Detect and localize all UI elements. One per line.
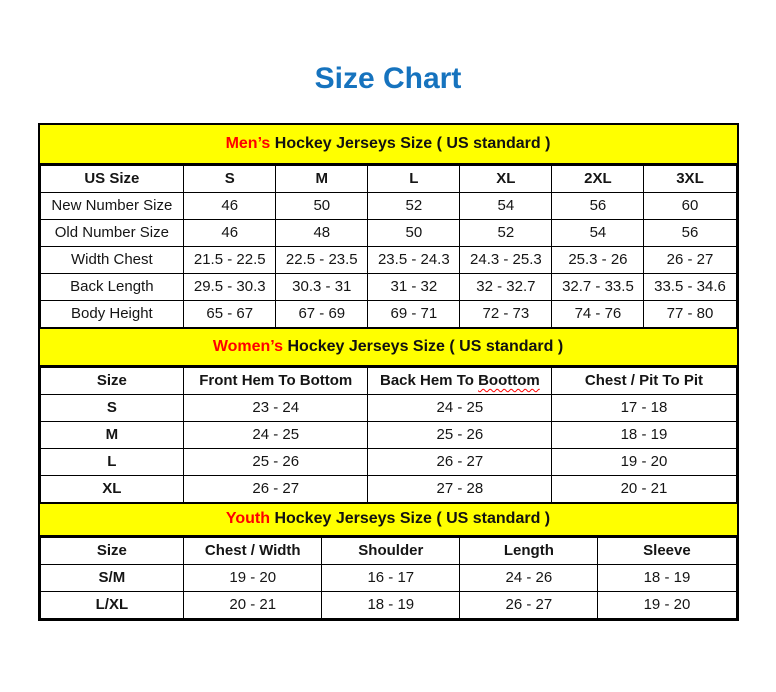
- row-label: L: [40, 448, 184, 475]
- mens-banner-highlight: Men’s: [225, 134, 271, 152]
- column-header: Shoulder: [322, 537, 460, 564]
- value-cell: 56: [552, 192, 644, 219]
- value-cell: 20 - 21: [184, 591, 322, 618]
- value-cell: 54: [460, 192, 552, 219]
- value-cell: 19 - 20: [598, 591, 736, 618]
- value-cell: 50: [276, 192, 368, 219]
- row-label: XL: [40, 475, 184, 502]
- row-label: Width Chest: [40, 246, 184, 273]
- value-cell: 22.5 - 23.5: [276, 246, 368, 273]
- value-cell: 72 - 73: [460, 300, 552, 327]
- row-label: Back Length: [40, 273, 184, 300]
- womens-banner-highlight: Women’s: [212, 337, 284, 355]
- column-header: Sleeve: [598, 537, 736, 564]
- column-header: Chest / Pit To Pit: [552, 367, 736, 394]
- row-label: L/XL: [40, 591, 184, 618]
- value-cell: 60: [644, 192, 736, 219]
- table-row: [40, 192, 736, 219]
- table-row: [40, 448, 736, 475]
- youth-banner-highlight: Youth: [225, 510, 270, 527]
- value-cell: 18 - 19: [322, 591, 460, 618]
- row-label: Body Height: [40, 300, 184, 327]
- womens-section-banner: [40, 328, 737, 367]
- page-title: Size Chart: [314, 62, 462, 95]
- value-cell: 65 - 67: [184, 300, 276, 327]
- value-cell: 18 - 19: [552, 421, 736, 448]
- column-header: 3XL: [644, 165, 736, 192]
- value-cell: 18 - 19: [598, 564, 736, 591]
- table-row: [40, 475, 736, 502]
- mens-size-table: [40, 165, 737, 328]
- column-header: Size: [40, 537, 184, 564]
- value-cell: 46: [184, 192, 276, 219]
- youth-banner-text: Hockey Jerseys Size ( US standard ): [270, 510, 551, 527]
- value-cell: 16 - 17: [322, 564, 460, 591]
- table-row: [40, 246, 736, 273]
- value-cell: 74 - 76: [552, 300, 644, 327]
- row-label: New Number Size: [40, 192, 184, 219]
- value-cell: 24.3 - 25.3: [460, 246, 552, 273]
- value-cell: 20 - 21: [552, 475, 736, 502]
- value-cell: 67 - 69: [276, 300, 368, 327]
- column-header: Front Hem To Bottom: [184, 367, 368, 394]
- row-label: S/M: [40, 564, 184, 591]
- value-cell: 27 - 28: [368, 475, 552, 502]
- value-cell: 24 - 25: [184, 421, 368, 448]
- table-row: [40, 591, 736, 618]
- value-cell: 29.5 - 30.3: [184, 273, 276, 300]
- table-row: [40, 564, 736, 591]
- value-cell: 54: [552, 219, 644, 246]
- value-cell: 30.3 - 31: [276, 273, 368, 300]
- value-cell: 32 - 32.7: [460, 273, 552, 300]
- value-cell: 25 - 26: [184, 448, 368, 475]
- value-cell: 32.7 - 33.5: [552, 273, 644, 300]
- value-cell: 19 - 20: [184, 564, 322, 591]
- value-cell: 56: [644, 219, 736, 246]
- value-cell: 21.5 - 22.5: [184, 246, 276, 273]
- misspelled-word-wavy-underline: Boottom: [478, 372, 540, 389]
- mens-banner-text: Hockey Jerseys Size ( US standard ): [270, 134, 551, 152]
- value-cell: 17 - 18: [552, 394, 736, 421]
- value-cell: 25.3 - 26: [552, 246, 644, 273]
- value-cell: 48: [276, 219, 368, 246]
- column-header: Chest / Width: [184, 537, 322, 564]
- column-header: L: [368, 165, 460, 192]
- value-cell: 24 - 26: [460, 564, 598, 591]
- column-header: 2XL: [552, 165, 644, 192]
- value-cell: 26 - 27: [184, 475, 368, 502]
- womens-banner-text: Hockey Jerseys Size ( US standard ): [283, 337, 564, 355]
- value-cell: 33.5 - 34.6: [644, 273, 736, 300]
- youth-section-banner: [40, 503, 737, 537]
- value-cell: 23 - 24: [184, 394, 368, 421]
- column-header: M: [276, 165, 368, 192]
- table-row: [40, 300, 736, 327]
- size-chart: [38, 123, 739, 621]
- row-label: S: [40, 394, 184, 421]
- value-cell: 46: [184, 219, 276, 246]
- womens-size-table: [40, 367, 737, 503]
- value-cell: 19 - 20: [552, 448, 736, 475]
- table-row: [40, 394, 736, 421]
- column-header: XL: [460, 165, 552, 192]
- value-cell: 50: [368, 219, 460, 246]
- value-cell: 23.5 - 24.3: [368, 246, 460, 273]
- column-header: Length: [460, 537, 598, 564]
- value-cell: 25 - 26: [368, 421, 552, 448]
- value-cell: 26 - 27: [368, 448, 552, 475]
- column-header: Back Hem To Boottom: [368, 367, 552, 394]
- value-cell: 26 - 27: [644, 246, 736, 273]
- youth-size-table: [40, 537, 737, 619]
- row-label: Old Number Size: [40, 219, 184, 246]
- value-cell: 26 - 27: [460, 591, 598, 618]
- value-cell: 77 - 80: [644, 300, 736, 327]
- column-header: US Size: [40, 165, 184, 192]
- header-row: [40, 537, 736, 564]
- table-row: [40, 219, 736, 246]
- row-label: M: [40, 421, 184, 448]
- table-row: [40, 421, 736, 448]
- table-row: [40, 273, 736, 300]
- mens-section-banner: [40, 125, 737, 165]
- value-cell: 69 - 71: [368, 300, 460, 327]
- header-row: [40, 367, 736, 394]
- header-row: [40, 165, 736, 192]
- value-cell: 52: [368, 192, 460, 219]
- column-header: S: [184, 165, 276, 192]
- value-cell: 24 - 25: [368, 394, 552, 421]
- value-cell: 31 - 32: [368, 273, 460, 300]
- value-cell: 52: [460, 219, 552, 246]
- column-header: Size: [40, 367, 184, 394]
